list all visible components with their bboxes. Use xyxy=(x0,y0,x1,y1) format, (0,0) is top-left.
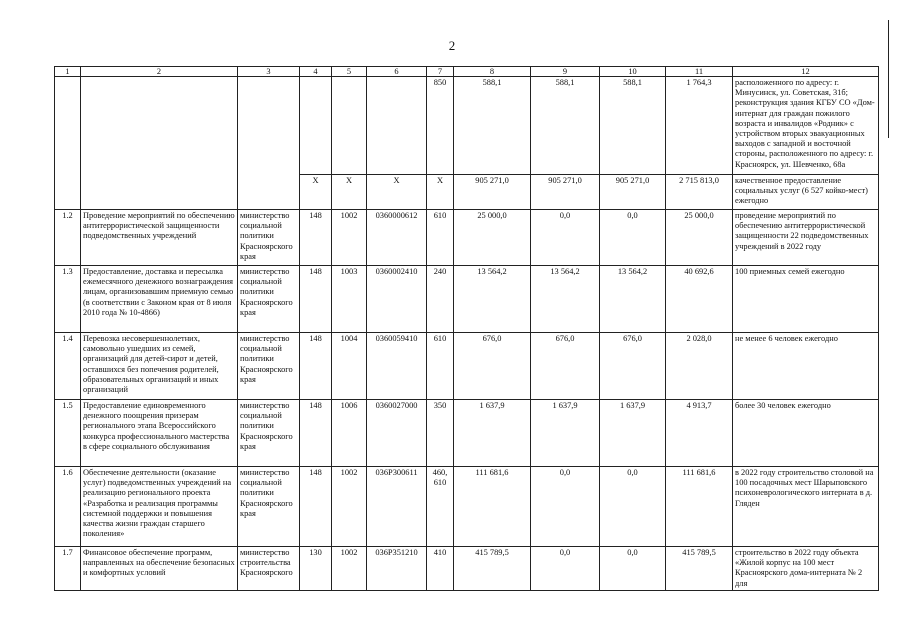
col-header: 11 xyxy=(666,67,733,77)
name-cell-empty xyxy=(81,77,238,210)
num-cell-empty xyxy=(55,77,81,210)
grbs-cell: X xyxy=(300,175,332,210)
grbs-code: 148 xyxy=(300,467,332,547)
total-cell: 2 715 813,0 xyxy=(666,175,733,210)
vr-cell: X xyxy=(427,175,454,210)
col-header: 8 xyxy=(454,67,531,77)
year2-value: 676,0 xyxy=(531,333,600,400)
row-number: 1.7 xyxy=(55,547,81,591)
year2-value: 0,0 xyxy=(531,547,600,591)
executor: министерство строительства Красноярского xyxy=(238,547,300,591)
total-value: 415 789,5 xyxy=(666,547,733,591)
executor: министерство социальной политики Красноярского края xyxy=(238,333,300,400)
grbs-cell-empty xyxy=(300,77,332,175)
total-cell: 1 764,3 xyxy=(666,77,733,175)
csr-code: 0360027000 xyxy=(367,400,427,467)
year1-cell: 588,1 xyxy=(454,77,531,175)
expected-result: не менее 6 человек ежегодно xyxy=(733,333,879,400)
rzpr-code: 1006 xyxy=(332,400,367,467)
result-note-cell: расположенного по адресу: г. Минусинск, ул. Советская, 31б; реконструкция здания КГБУ СО «Дом-интернат для граждан пожилого возраста и инвалидов «Родник» с устройством вторых эвакуационных выходов с западной и восточной стороны, расположенного по адресу: г. Красноярск, ул. Шевченко, 68а xyxy=(733,77,879,175)
rzpr-cell-empty xyxy=(332,77,367,175)
program-table xyxy=(54,66,879,591)
year1-value: 676,0 xyxy=(454,333,531,400)
exec-cell-empty xyxy=(238,77,300,210)
rzpr-code: 1002 xyxy=(332,467,367,547)
grbs-code: 148 xyxy=(300,400,332,467)
vr-code: 350 xyxy=(427,400,454,467)
table-row xyxy=(55,210,879,266)
executor: министерство социальной политики Красноярского края xyxy=(238,210,300,266)
row-number: 1.4 xyxy=(55,333,81,400)
rzpr-cell: X xyxy=(332,175,367,210)
grbs-code: 148 xyxy=(300,266,332,333)
expected-result: строительство в 2022 году объекта «Жилой корпус на 100 мест Красноярского дома-интерната № 2 для xyxy=(733,547,879,591)
total-value: 40 692,6 xyxy=(666,266,733,333)
vr-code: 460, 610 xyxy=(427,467,454,547)
expected-result: проведение мероприятий по обеспечению антитеррористической защищенности 22 подведомственных учреждений в 2022 году xyxy=(733,210,879,266)
col-header: 4 xyxy=(300,67,332,77)
col-header: 3 xyxy=(238,67,300,77)
measure-name: Проведение мероприятий по обеспечению антитеррористической защищенности подведомственных учреждений xyxy=(81,210,238,266)
col-header: 6 xyxy=(367,67,427,77)
total-value: 4 913,7 xyxy=(666,400,733,467)
csr-code: 036P300611 xyxy=(367,467,427,547)
year1-value: 1 637,9 xyxy=(454,400,531,467)
result-cell: качественное предоставление социальных услуг (6 527 койко-мест) ежегодно xyxy=(733,175,879,210)
csr-cell-empty xyxy=(367,77,427,175)
row-number: 1.3 xyxy=(55,266,81,333)
measure-name: Предоставление единовременного денежного поощрения призерам регионального этапа Всероссийского конкурса профессионального мастерства в сфере социального обслуживания xyxy=(81,400,238,467)
year1-value: 25 000,0 xyxy=(454,210,531,266)
vr-code: 610 xyxy=(427,333,454,400)
rzpr-code: 1003 xyxy=(332,266,367,333)
year1-value: 13 564,2 xyxy=(454,266,531,333)
continuation-row-a xyxy=(55,77,879,175)
col-header: 12 xyxy=(733,67,879,77)
year2-value: 13 564,2 xyxy=(531,266,600,333)
expected-result: в 2022 году строительство столовой на 100 посадочных мест Шарыповского психоневрологического интерната в д. Гляден xyxy=(733,467,879,547)
total-value: 25 000,0 xyxy=(666,210,733,266)
rzpr-code: 1002 xyxy=(332,547,367,591)
csr-code: 036P351210 xyxy=(367,547,427,591)
table-row xyxy=(55,400,879,467)
year2-value: 1 637,9 xyxy=(531,400,600,467)
rzpr-code: 1004 xyxy=(332,333,367,400)
csr-code: 0360000612 xyxy=(367,210,427,266)
expected-result: более 30 человек ежегодно xyxy=(733,400,879,467)
col-header: 10 xyxy=(600,67,666,77)
table-row xyxy=(55,266,879,333)
col-header: 1 xyxy=(55,67,81,77)
col-header: 7 xyxy=(427,67,454,77)
year3-value: 13 564,2 xyxy=(600,266,666,333)
executor: министерство социальной политики Красноярского края xyxy=(238,400,300,467)
vr-code: 240 xyxy=(427,266,454,333)
col-header: 5 xyxy=(332,67,367,77)
page-number: 2 xyxy=(448,38,456,53)
vr-code: 410 xyxy=(427,547,454,591)
grbs-code: 148 xyxy=(300,333,332,400)
col-header: 9 xyxy=(531,67,600,77)
year3-cell: 905 271,0 xyxy=(600,175,666,210)
year3-value: 1 637,9 xyxy=(600,400,666,467)
measure-name: Финансовое обеспечение программ, направленных на обеспечение безопасных и комфортных условий xyxy=(81,547,238,591)
year3-value: 0,0 xyxy=(600,547,666,591)
year1-value: 111 681,6 xyxy=(454,467,531,547)
year2-cell: 588,1 xyxy=(531,77,600,175)
csr-cell: X xyxy=(367,175,427,210)
total-value: 111 681,6 xyxy=(666,467,733,547)
column-number-row xyxy=(55,67,879,77)
year2-cell: 905 271,0 xyxy=(531,175,600,210)
table-row xyxy=(55,467,879,547)
measure-name: Предоставление, доставка и пересылка ежемесячного денежного вознаграждения лицам, организовавшим приемную семью (в соответствии с Законом края от 8 июля 2010 года № 10-4866) xyxy=(81,266,238,333)
row-number: 1.5 xyxy=(55,400,81,467)
grbs-code: 148 xyxy=(300,210,332,266)
total-value: 2 028,0 xyxy=(666,333,733,400)
vr-code: 610 xyxy=(427,210,454,266)
row-number: 1.2 xyxy=(55,210,81,266)
year2-value: 0,0 xyxy=(531,210,600,266)
grbs-code: 130 xyxy=(300,547,332,591)
year1-cell: 905 271,0 xyxy=(454,175,531,210)
year3-value: 0,0 xyxy=(600,467,666,547)
executor: министерство социальной политики Красноярского края xyxy=(238,467,300,547)
table-row xyxy=(55,547,879,591)
year2-value: 0,0 xyxy=(531,467,600,547)
rzpr-code: 1002 xyxy=(332,210,367,266)
year3-cell: 588,1 xyxy=(600,77,666,175)
csr-code: 0360002410 xyxy=(367,266,427,333)
year1-value: 415 789,5 xyxy=(454,547,531,591)
table-row xyxy=(55,333,879,400)
measure-name: Перевозка несовершеннолетних, самовольно ушедших из семей, организаций для детей-сирот и детей, оставшихся без попечения родителей, образовательных организаций и иных организаций xyxy=(81,333,238,400)
executor: министерство социальной политики Красноярского края xyxy=(238,266,300,333)
measure-name: Обеспечение деятельности (оказание услуг) подведомственных учреждений на реализацию регионального проекта «Разработка и реализация программы системной поддержки и повышения качества жизни граждан старшего поколения» xyxy=(81,467,238,547)
expected-result: 100 приемных семей ежегодно xyxy=(733,266,879,333)
margin-rule xyxy=(888,20,889,138)
csr-code: 0360059410 xyxy=(367,333,427,400)
year3-value: 676,0 xyxy=(600,333,666,400)
col-header: 2 xyxy=(81,67,238,77)
vr-cell: 850 xyxy=(427,77,454,175)
row-number: 1.6 xyxy=(55,467,81,547)
year3-value: 0,0 xyxy=(600,210,666,266)
